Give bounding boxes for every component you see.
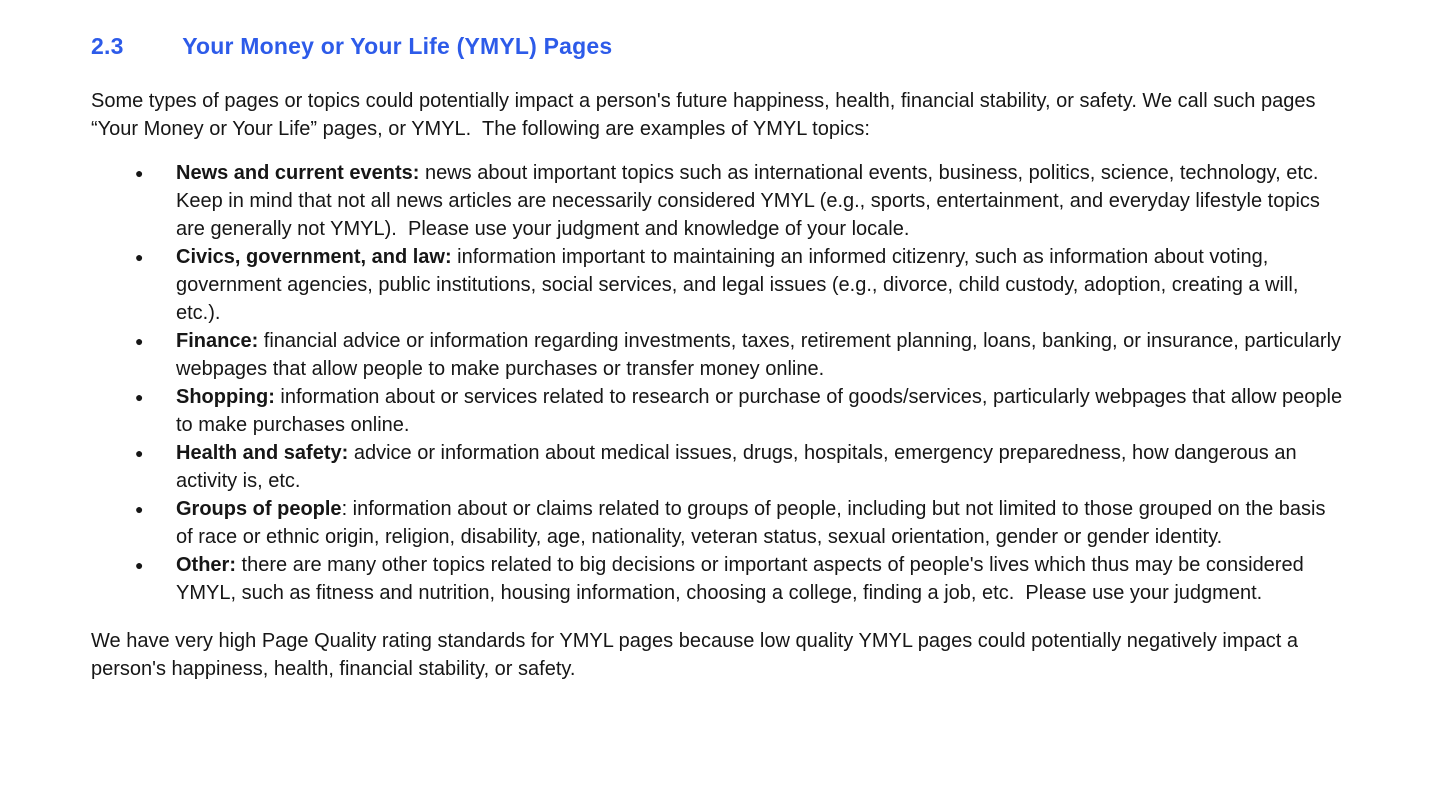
topic-description: news about important topics such as international events, business, politics, science, technology, etc. Keep in mind that not all news articles are necessarily considered YMYL (e.g., sports, entertainment, and everyday lifestyle topics are generally not YMYL). Please use your judgment and knowledge of your locale. [176,162,1330,240]
list-item-shopping [91,383,1348,439]
topic-term: Groups of people [176,498,342,520]
topic-description: there are many other topics related to big decisions or important aspects of people's lives which thus may be considered YMYL, such as fitness and nutrition, housing information, choosing a college, finding a job, etc. Please use your judgment. [176,554,1309,604]
list-item-groups-of-people [91,495,1343,551]
topic-term: Shopping: [176,386,275,408]
topic-term: News and current events: [176,162,420,184]
ymyl-topic-list [91,159,1348,607]
list-item-news [91,159,1343,243]
list-item-finance [91,327,1347,383]
closing-paragraph: We have very high Page Quality rating standards for YMYL pages because low quality YMYL pages could potentially negatively impact a person's happiness, health, financial stability, or safety. [91,630,1304,680]
topic-description: financial advice or information regarding investments, taxes, retirement planning, loans, banking, or insurance, particularly webpages that allow people to make purchases or transfer money online. [176,330,1347,380]
topic-description: information important to maintaining an informed citizenry, such as information about voting, government agencies, public institutions, social services, and legal issues (e.g., divorce, child custody, adoption, creating a will, etc.). [176,246,1304,324]
topic-term: Health and safety: [176,442,349,464]
topic-description: : information about or claims related to groups of people, including but not limited to those grouped on the basis of race or ethnic origin, religion, disability, age, nationality, veteran status, sexual orientation, gender or gender identity. [176,498,1332,548]
list-item-health-safety [91,439,1343,495]
list-item-other [91,551,1343,607]
section-number: 2.3 [91,33,124,59]
topic-term: Finance: [176,330,259,352]
topic-description: information about or services related to research or purchase of goods/services, particularly webpages that allow people to make purchases online. [176,386,1348,436]
section-title: Your Money or Your Life (YMYL) Pages [182,33,613,59]
intro-paragraph: Some types of pages or topics could potentially impact a person's future happiness, health, financial stability, or safety. We call such pages “Your Money or Your Life” pages, or YMYL. The following are examples of YMYL topics: [91,90,1322,140]
list-item-civics [91,243,1343,327]
section-heading [91,33,1343,60]
topic-description: advice or information about medical issues, drugs, hospitals, emergency preparedness, how dangerous an activity is, etc. [176,442,1303,492]
topic-term: Other: [176,554,236,576]
topic-term: Civics, government, and law: [176,246,452,268]
